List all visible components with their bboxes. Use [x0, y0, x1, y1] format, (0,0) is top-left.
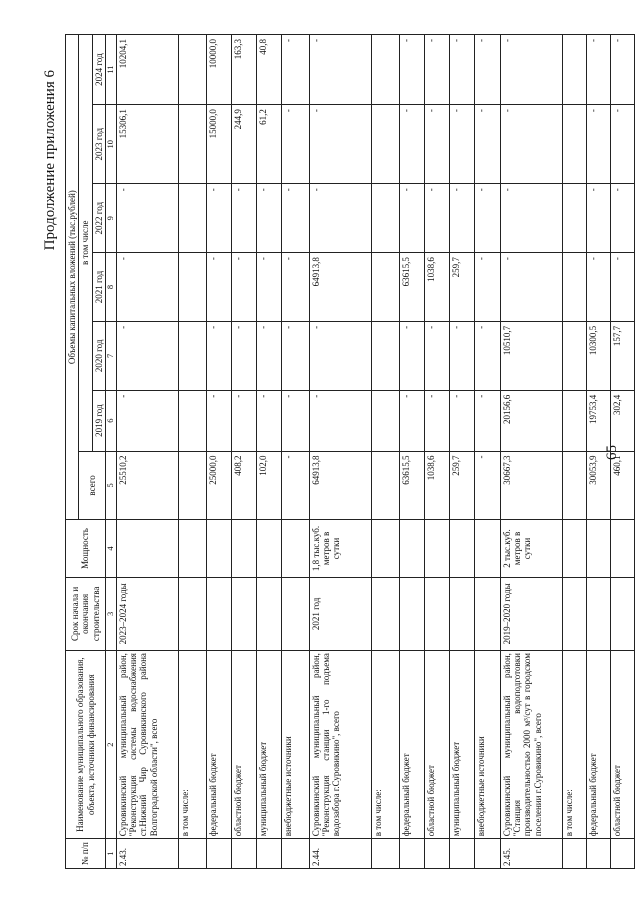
- header-name: Наименование муниципального образования, объекта, источники финансирования: [66, 651, 106, 839]
- cell-v2023: 61,2: [256, 105, 281, 184]
- cell-term: [424, 577, 449, 650]
- cell-v2024: 10000,0: [206, 35, 231, 105]
- cell-v2024: -: [281, 35, 309, 105]
- table-row: [371, 35, 399, 869]
- cell-num: 2.43.: [116, 839, 178, 869]
- cell-name: муниципальный бюджет: [449, 651, 474, 839]
- header-2024: 2024 год: [92, 35, 105, 105]
- cell-v2019: -: [424, 390, 449, 451]
- table-row: [586, 35, 610, 869]
- cell-term: [206, 577, 231, 650]
- cell-v2020: -: [309, 321, 371, 390]
- cell-v2019: -: [309, 390, 371, 451]
- cell-v2024: 40,8: [256, 35, 281, 105]
- table-row: [281, 35, 309, 869]
- header-2020: 2020 год: [92, 321, 105, 390]
- cell-total: [371, 451, 399, 520]
- col-number: 11: [106, 35, 117, 105]
- cell-power: [231, 520, 256, 577]
- cell-power: [399, 520, 424, 577]
- col-number: 2: [106, 651, 117, 839]
- table-row: [449, 35, 474, 869]
- cell-v2021: -: [586, 253, 610, 322]
- cell-name: Суровикинский муниципальный район, "Реконструкция станции 1-го подъема водозабора г.Суровикино", всего: [309, 651, 371, 839]
- table-row: [178, 35, 206, 869]
- cell-term: [178, 577, 206, 650]
- cell-name: Суровикинский муниципальный район, "Станция водоподготовки производительностью 2000 м³/сут в городском поселении г.Суровикино", всего: [500, 651, 562, 839]
- cell-term: [474, 577, 500, 650]
- cell-v2020: -: [206, 321, 231, 390]
- continuation-caption: Продолжение приложения 6: [42, 70, 58, 251]
- cell-num: 2.45.: [500, 839, 562, 869]
- table-row: [206, 35, 231, 869]
- cell-v2022: -: [256, 184, 281, 253]
- cell-total: 102,0: [256, 451, 281, 520]
- cell-total: 460,1: [610, 451, 634, 520]
- cell-v2020: -: [231, 321, 256, 390]
- cell-power: [206, 520, 231, 577]
- cell-num: [281, 839, 309, 869]
- cell-total: 30053,9: [586, 451, 610, 520]
- cell-total: [562, 451, 586, 520]
- cell-v2019: -: [206, 390, 231, 451]
- investment-table: [65, 34, 635, 869]
- header-term: Срок начала и окончания строительства: [66, 577, 106, 650]
- page-number: 65: [604, 445, 620, 460]
- cell-v2019: 302,4: [610, 390, 634, 451]
- cell-total: 1038,6: [424, 451, 449, 520]
- cell-name: федеральный бюджет: [206, 651, 231, 839]
- table-row: [424, 35, 449, 869]
- cell-num: 2.44.: [309, 839, 371, 869]
- col-number: 8: [106, 253, 117, 322]
- cell-power: [424, 520, 449, 577]
- cell-v2022: -: [116, 184, 178, 253]
- cell-term: [610, 577, 634, 650]
- cell-v2020: -: [281, 321, 309, 390]
- table-row: [116, 35, 178, 869]
- cell-v2024: -: [500, 35, 562, 105]
- table-row: [500, 35, 562, 869]
- cell-total: 63615,5: [399, 451, 424, 520]
- cell-power: 1,8 тыс.куб. метров в сутки: [309, 520, 371, 577]
- cell-v2022: [371, 184, 399, 253]
- cell-v2023: -: [399, 105, 424, 184]
- cell-total: [178, 451, 206, 520]
- cell-total: 25000,0: [206, 451, 231, 520]
- cell-v2020: [371, 321, 399, 390]
- cell-v2020: 157,7: [610, 321, 634, 390]
- cell-num: [231, 839, 256, 869]
- cell-name: в том числе:: [371, 651, 399, 839]
- cell-v2024: [562, 35, 586, 105]
- cell-name: областной бюджет: [610, 651, 634, 839]
- cell-v2024: 163,3: [231, 35, 256, 105]
- cell-power: [610, 520, 634, 577]
- header-num: № п/п: [66, 839, 106, 869]
- cell-v2022: [178, 184, 206, 253]
- cell-total: 25510,2: [116, 451, 178, 520]
- cell-term: 2023–2024 годы: [116, 577, 178, 650]
- cell-v2020: -: [449, 321, 474, 390]
- cell-v2022: -: [586, 184, 610, 253]
- cell-v2022: -: [206, 184, 231, 253]
- cell-v2020: [562, 321, 586, 390]
- cell-v2024: [178, 35, 206, 105]
- cell-v2022: -: [449, 184, 474, 253]
- cell-v2023: -: [424, 105, 449, 184]
- cell-v2024: -: [474, 35, 500, 105]
- cell-v2023: -: [309, 105, 371, 184]
- table-row: [309, 35, 371, 869]
- cell-v2023: -: [586, 105, 610, 184]
- cell-power: [281, 520, 309, 577]
- header-total: всего: [79, 451, 106, 520]
- cell-num: [399, 839, 424, 869]
- cell-power: [562, 520, 586, 577]
- cell-v2021: -: [610, 253, 634, 322]
- cell-name: Суровикинский муниципальный район, "Реконструкция системы водоснабжения ст.Нижний Чир Суровикинского района Волгоградской области", всего: [116, 651, 178, 839]
- header-including: в том числе: [79, 35, 92, 452]
- cell-num: [424, 839, 449, 869]
- cell-v2023: -: [281, 105, 309, 184]
- cell-power: [449, 520, 474, 577]
- cell-v2022: -: [500, 184, 562, 253]
- cell-v2019: 20156,6: [500, 390, 562, 451]
- header-volume: Объемы капитальных вложений (тыс.рублей): [66, 35, 79, 520]
- cell-v2022: -: [281, 184, 309, 253]
- cell-v2022: -: [231, 184, 256, 253]
- cell-v2021: -: [474, 253, 500, 322]
- cell-v2021: -: [231, 253, 256, 322]
- cell-name: областной бюджет: [231, 651, 256, 839]
- cell-v2023: -: [449, 105, 474, 184]
- cell-v2021: -: [116, 253, 178, 322]
- col-number: 3: [106, 577, 117, 650]
- cell-name: областной бюджет: [424, 651, 449, 839]
- cell-v2020: -: [256, 321, 281, 390]
- cell-term: [562, 577, 586, 650]
- cell-v2021: -: [256, 253, 281, 322]
- cell-num: [178, 839, 206, 869]
- cell-total: 408,2: [231, 451, 256, 520]
- cell-v2023: -: [474, 105, 500, 184]
- table-header: [66, 35, 117, 869]
- cell-num: [586, 839, 610, 869]
- cell-v2024: -: [586, 35, 610, 105]
- cell-term: 2019–2020 годы: [500, 577, 562, 650]
- cell-total: 64913,8: [309, 451, 371, 520]
- cell-v2024: 10204,1: [116, 35, 178, 105]
- cell-v2020: 10510,7: [500, 321, 562, 390]
- table-row: [231, 35, 256, 869]
- cell-v2022: -: [474, 184, 500, 253]
- table-row: [610, 35, 634, 869]
- cell-v2020: -: [399, 321, 424, 390]
- table-row: [474, 35, 500, 869]
- cell-v2022: -: [610, 184, 634, 253]
- cell-num: [610, 839, 634, 869]
- cell-power: [178, 520, 206, 577]
- cell-v2024: [371, 35, 399, 105]
- cell-name: в том числе:: [178, 651, 206, 839]
- cell-v2024: -: [610, 35, 634, 105]
- cell-name: в том числе:: [562, 651, 586, 839]
- header-2023: 2023 год: [92, 105, 105, 184]
- cell-v2022: [562, 184, 586, 253]
- cell-v2021: [178, 253, 206, 322]
- cell-v2019: [562, 390, 586, 451]
- cell-v2020: -: [474, 321, 500, 390]
- cell-name: федеральный бюджет: [399, 651, 424, 839]
- table-row: [256, 35, 281, 869]
- cell-v2023: [371, 105, 399, 184]
- cell-num: [474, 839, 500, 869]
- cell-num: [562, 839, 586, 869]
- cell-v2019: [371, 390, 399, 451]
- table-body: [116, 35, 634, 869]
- cell-v2019: -: [256, 390, 281, 451]
- cell-v2021: -: [281, 253, 309, 322]
- cell-term: [371, 577, 399, 650]
- cell-v2019: [178, 390, 206, 451]
- cell-name: федеральный бюджет: [586, 651, 610, 839]
- cell-num: [449, 839, 474, 869]
- cell-term: 2021 год: [309, 577, 371, 650]
- cell-power: [116, 520, 178, 577]
- cell-v2019: -: [281, 390, 309, 451]
- cell-v2023: [178, 105, 206, 184]
- cell-term: [449, 577, 474, 650]
- cell-term: [281, 577, 309, 650]
- cell-total: 259,7: [449, 451, 474, 520]
- cell-v2019: 19753,4: [586, 390, 610, 451]
- cell-v2020: -: [116, 321, 178, 390]
- cell-v2022: -: [424, 184, 449, 253]
- cell-v2023: 244,9: [231, 105, 256, 184]
- col-number: 1: [106, 839, 117, 869]
- table-row: [399, 35, 424, 869]
- cell-v2024: -: [399, 35, 424, 105]
- cell-name: внебюджетные источники: [474, 651, 500, 839]
- cell-v2019: -: [474, 390, 500, 451]
- cell-v2022: -: [399, 184, 424, 253]
- cell-term: [399, 577, 424, 650]
- cell-v2020: -: [424, 321, 449, 390]
- col-number: 6: [106, 390, 117, 451]
- cell-v2023: 15306,1: [116, 105, 178, 184]
- cell-v2021: 1038,6: [424, 253, 449, 322]
- cell-total: 30667,3: [500, 451, 562, 520]
- cell-term: [586, 577, 610, 650]
- cell-num: [256, 839, 281, 869]
- cell-v2021: -: [206, 253, 231, 322]
- table-row: [562, 35, 586, 869]
- cell-v2024: -: [424, 35, 449, 105]
- cell-v2021: 64913,8: [309, 253, 371, 322]
- cell-power: 2 тыс.куб. метров в сутки: [500, 520, 562, 577]
- cell-term: [231, 577, 256, 650]
- cell-v2023: 15000,0: [206, 105, 231, 184]
- cell-power: [586, 520, 610, 577]
- cell-v2021: 259,7: [449, 253, 474, 322]
- col-number: 7: [106, 321, 117, 390]
- cell-v2019: -: [449, 390, 474, 451]
- cell-v2019: -: [231, 390, 256, 451]
- cell-total: -: [281, 451, 309, 520]
- cell-v2020: 10300,5: [586, 321, 610, 390]
- column-number-row: [106, 35, 117, 869]
- cell-v2023: -: [610, 105, 634, 184]
- cell-v2019: -: [116, 390, 178, 451]
- cell-v2023: -: [500, 105, 562, 184]
- cell-v2019: -: [399, 390, 424, 451]
- header-2022: 2022 год: [92, 184, 105, 253]
- cell-power: [371, 520, 399, 577]
- cell-v2021: -: [500, 253, 562, 322]
- header-power: Мощность: [66, 520, 106, 577]
- cell-v2020: [178, 321, 206, 390]
- cell-v2023: [562, 105, 586, 184]
- cell-v2021: [562, 253, 586, 322]
- col-number: 10: [106, 105, 117, 184]
- cell-power: [474, 520, 500, 577]
- cell-v2021: 63615,5: [399, 253, 424, 322]
- cell-v2021: [371, 253, 399, 322]
- col-number: 4: [106, 520, 117, 577]
- cell-name: муниципальный бюджет: [256, 651, 281, 839]
- cell-num: [371, 839, 399, 869]
- cell-v2022: -: [309, 184, 371, 253]
- header-2021: 2021 год: [92, 253, 105, 322]
- cell-power: [256, 520, 281, 577]
- cell-total: -: [474, 451, 500, 520]
- cell-num: [206, 839, 231, 869]
- col-number: 5: [106, 451, 117, 520]
- cell-v2024: -: [449, 35, 474, 105]
- col-number: 9: [106, 184, 117, 253]
- cell-v2024: -: [309, 35, 371, 105]
- header-2019: 2019 год: [92, 390, 105, 451]
- cell-name: внебюджетные источники: [281, 651, 309, 839]
- cell-term: [256, 577, 281, 650]
